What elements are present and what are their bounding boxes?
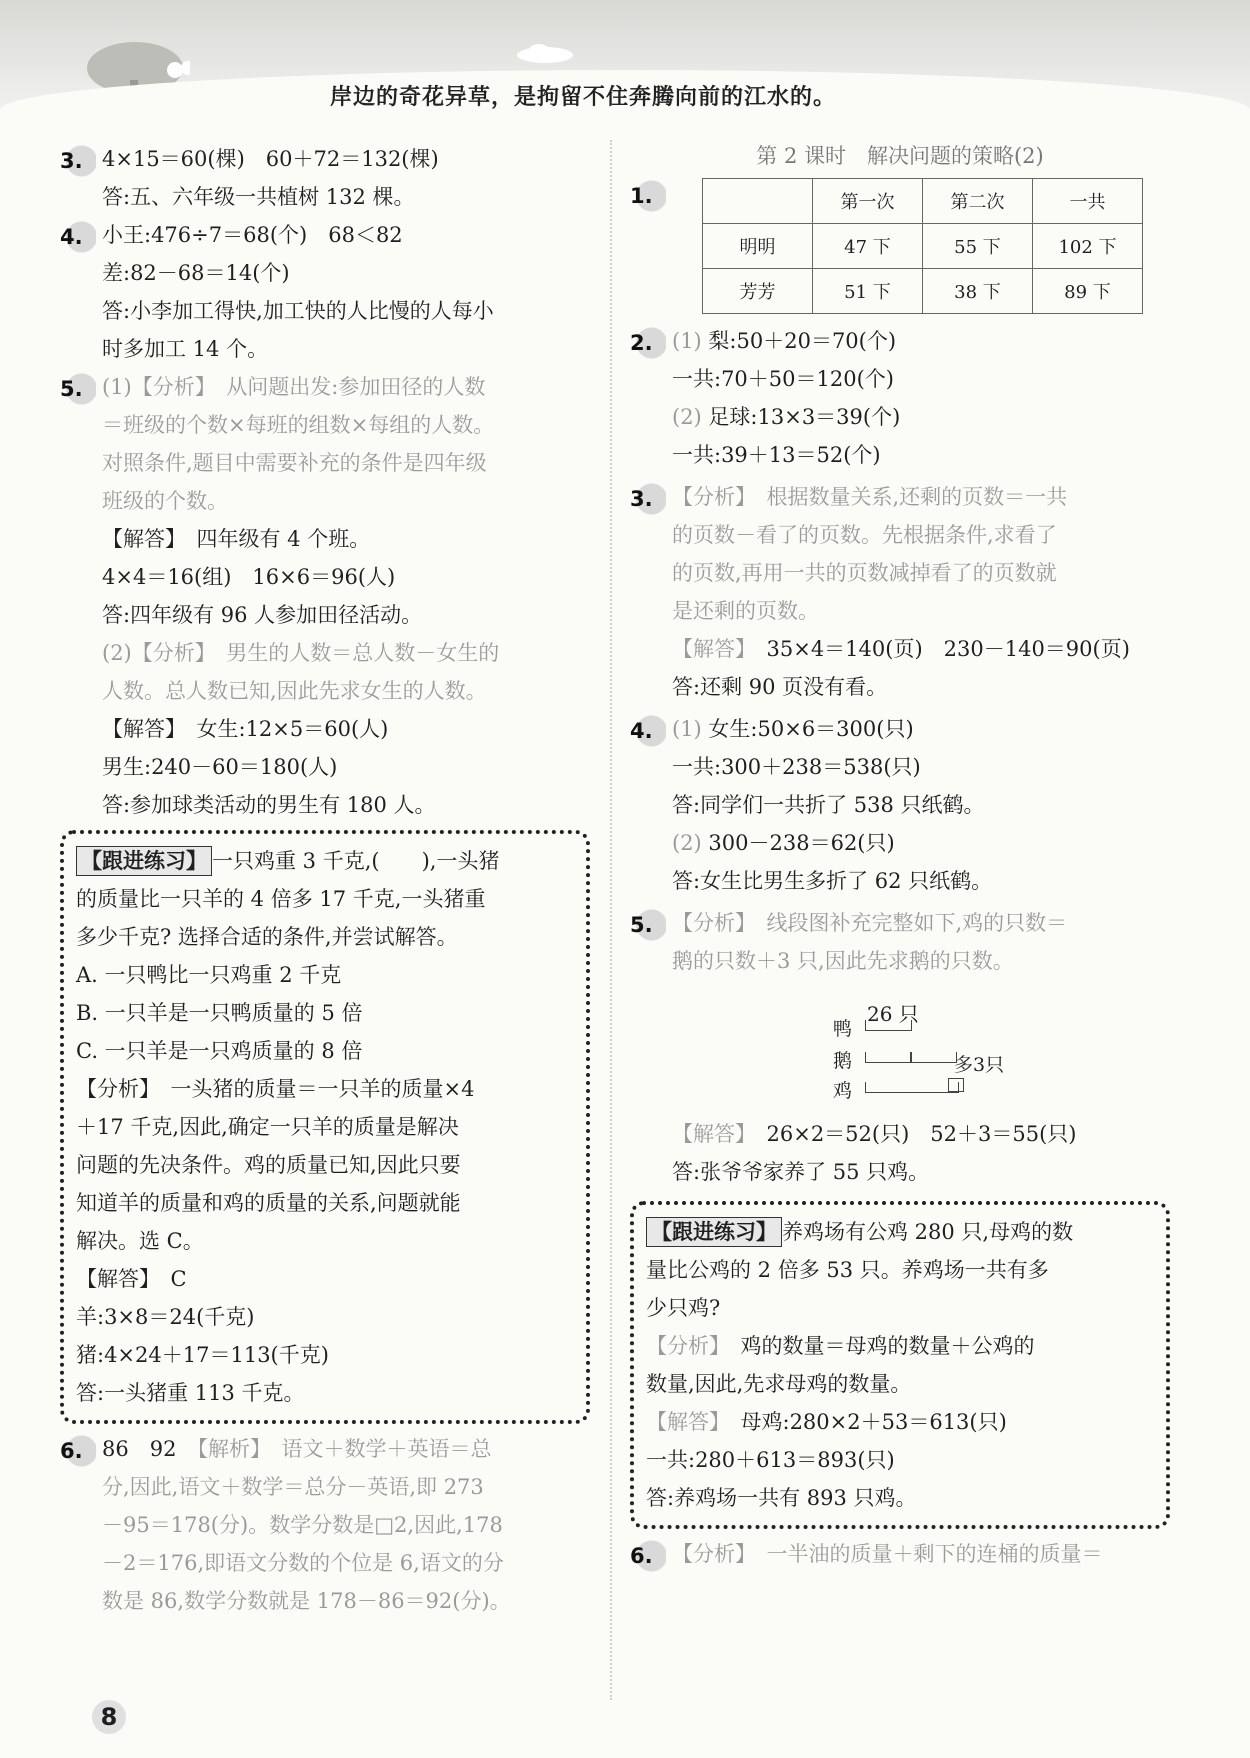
analysis-line: ＋17 千克,因此,确定一只羊的质量是解决 bbox=[76, 1115, 459, 1139]
practice-box bbox=[60, 830, 590, 1424]
question-number: 6. bbox=[630, 1540, 666, 1572]
analysis-line: －95＝178(分)。数学分数是□2,因此,178 bbox=[102, 1513, 503, 1537]
analysis-line: 解决。选 C。 bbox=[76, 1229, 204, 1253]
practice-tag: 【跟进练习】 bbox=[76, 846, 212, 876]
answer-line: 【解答】 四年级有 4 个班。 bbox=[102, 527, 371, 551]
answer-tag: 【解答】 bbox=[672, 637, 746, 661]
answer-line: 答:四年级有 96 人参加田径活动。 bbox=[102, 603, 423, 627]
analysis-line: 人数。总人数已知,因此先求女生的人数。 bbox=[102, 679, 487, 703]
analysis-tag: 【分析】 bbox=[646, 1334, 720, 1358]
answer-line: 答:五、六年级一共植树 132 棵。 bbox=[102, 185, 415, 209]
question-number: 5. bbox=[60, 373, 96, 405]
diagram-top-label: 26 只 bbox=[867, 1002, 919, 1026]
question-number: 1. bbox=[630, 180, 666, 212]
page-number: 8 bbox=[92, 1700, 126, 1734]
answer-line: 足球:13×3＝39(个) bbox=[701, 405, 901, 429]
duck-segment bbox=[865, 1020, 912, 1031]
analysis-line: 【解析】 语文＋数学＋英语＝总 bbox=[197, 1437, 492, 1461]
answer-line: 一共:300＋238＝538(只) bbox=[672, 755, 921, 779]
analysis-line: －2＝176,即语文分数的个位是 6,语文的分 bbox=[102, 1551, 504, 1575]
chicken-segment bbox=[865, 1082, 959, 1093]
answer-line: 【解答】 女生:12×5＝60(人) bbox=[102, 717, 389, 741]
answer-line: 男生:240－60＝180(人) bbox=[102, 755, 338, 779]
answer-tag: 【解答】 bbox=[646, 1410, 720, 1434]
part-label: (2) bbox=[672, 831, 702, 855]
table-cell: 38 下 bbox=[923, 269, 1033, 314]
option-a: A. 一只鸭比一只鸡重 2 千克 bbox=[76, 963, 342, 987]
answer-line: 35×4＝140(页) 230－140＝90(页) bbox=[745, 637, 1130, 661]
table-cell: 明明 bbox=[703, 224, 813, 269]
analysis-line: 对照条件,题目中需要补充的条件是四年级 bbox=[102, 451, 487, 475]
answer-line: 母鸡:280×2＋53＝613(只) bbox=[719, 1410, 1007, 1434]
part-label: (2) bbox=[672, 405, 702, 429]
analysis-line: 数量,因此,先求母鸡的数量。 bbox=[646, 1372, 912, 1396]
answer-line: 一共:70＋50＝120(个) bbox=[672, 367, 894, 391]
question-number: 3. bbox=[630, 483, 666, 515]
answer-values: 86 92 bbox=[102, 1437, 198, 1461]
count-table bbox=[702, 178, 1143, 314]
answer-line: 一共:39＋13＝52(个) bbox=[672, 443, 881, 467]
table-header: 一共 bbox=[1033, 179, 1143, 224]
table-header: 第二次 bbox=[923, 179, 1033, 224]
analysis-line: 知道羊的质量和鸡的质量的关系,问题就能 bbox=[76, 1191, 461, 1215]
question-number: 2. bbox=[630, 327, 666, 359]
goose-segment bbox=[910, 1052, 957, 1063]
answer-line: 答:参加球类活动的男生有 180 人。 bbox=[102, 793, 436, 817]
analysis-line: 【分析】 线段图补充完整如下,鸡的只数＝ bbox=[672, 911, 1068, 935]
left-column bbox=[60, 140, 590, 1620]
table-row bbox=[703, 224, 1143, 269]
analysis-line: 分,因此,语文＋数学＝总分－英语,即 273 bbox=[102, 1475, 484, 1499]
analysis-line: 班级的个数。 bbox=[102, 489, 228, 513]
practice-line: 养鸡场有公鸡 280 只,母鸡的数 bbox=[782, 1220, 1074, 1244]
analysis-line: 问题的先决条件。鸡的质量已知,因此只要 bbox=[76, 1153, 461, 1177]
answer-line: 4×4＝16(组) 16×6＝96(人) bbox=[102, 565, 396, 589]
question-number: 5. bbox=[630, 909, 666, 941]
analysis-line: 鸡的数量＝母鸡的数量＋公鸡的 bbox=[719, 1334, 1035, 1358]
practice-box bbox=[630, 1201, 1170, 1529]
table-header: 第一次 bbox=[813, 179, 923, 224]
practice-line: 量比公鸡的 2 倍多 53 只。养鸡场一共有多 bbox=[646, 1258, 1049, 1282]
table-row bbox=[703, 269, 1143, 314]
practice-line: 少只鸡? bbox=[646, 1296, 721, 1320]
question-number: 6. bbox=[60, 1435, 96, 1467]
analysis-line: 的页数,再用一共的页数减掉看了的页数就 bbox=[672, 561, 1057, 585]
analysis-line: 的页数－看了的页数。先根据条件,求看了 bbox=[672, 523, 1057, 547]
answer-line: 差:82－68＝14(个) bbox=[102, 261, 290, 285]
header-slogan: 岸边的奇花异草，是拘留不住奔腾向前的江水的。 bbox=[330, 84, 837, 110]
answer-line: 梨:50＋20＝70(个) bbox=[701, 329, 897, 353]
table-cell: 89 下 bbox=[1033, 269, 1143, 314]
page-header bbox=[0, 0, 1250, 125]
practice-tag: 【跟进练习】 bbox=[646, 1217, 782, 1247]
answer-line: 答:小李加工得快,加工快的人比慢的人每小 bbox=[102, 299, 494, 323]
answer-line: 答:还剩 90 页没有看。 bbox=[672, 675, 888, 699]
answer-line: 300－238＝62(只) bbox=[701, 831, 895, 855]
part-label: (1) bbox=[672, 329, 702, 353]
table-cell: 51 下 bbox=[813, 269, 923, 314]
analysis-line: (2)【分析】 男生的人数＝总人数－女生的 bbox=[102, 641, 500, 665]
practice-line: 多少千克? 选择合适的条件,并尝试解答。 bbox=[76, 925, 458, 949]
diagram-duck-label: 鸭 bbox=[833, 1018, 853, 1040]
extra-segment bbox=[948, 1078, 964, 1092]
table-cell: 芳芳 bbox=[703, 269, 813, 314]
part-label: (1) bbox=[672, 717, 702, 741]
analysis-line: 【分析】 一半油的质量＋剩下的连桶的质量＝ bbox=[672, 1542, 1103, 1566]
option-b: B. 一只羊是一只鸭质量的 5 倍 bbox=[76, 1001, 363, 1025]
answer-line: 答:同学们一共折了 538 只纸鹤。 bbox=[672, 793, 985, 817]
analysis-line: 是还剩的页数。 bbox=[672, 599, 819, 623]
analysis-line: 【分析】 根据数量关系,还剩的页数＝一共 bbox=[672, 485, 1068, 509]
analysis-line: 鹅的只数＋3 只,因此先求鹅的只数。 bbox=[672, 949, 1014, 973]
question-number: 3. bbox=[60, 145, 96, 177]
goose-segment bbox=[865, 1052, 912, 1063]
table-header bbox=[703, 179, 813, 224]
answer-line: 羊:3×8＝24(千克) bbox=[76, 1305, 255, 1329]
answer-line: 一共:280＋613＝893(只) bbox=[646, 1448, 895, 1472]
option-c: C. 一只羊是一只鸡质量的 8 倍 bbox=[76, 1039, 363, 1063]
answer-line: 答:一头猪重 113 千克。 bbox=[76, 1381, 305, 1405]
diagram-chicken-label: 鸡 bbox=[833, 1080, 853, 1102]
right-column bbox=[630, 140, 1170, 1573]
answer-line: 【解答】 C bbox=[76, 1267, 187, 1291]
practice-line: 的质量比一只羊的 4 倍多 17 千克,一头猪重 bbox=[76, 887, 486, 911]
cloud-icon bbox=[515, 43, 575, 63]
answer-line: 答:张爷爷家养了 55 只鸡。 bbox=[672, 1160, 930, 1184]
diagram-goose-label: 鹅 bbox=[833, 1050, 853, 1072]
answer-tag: 【解答】 bbox=[672, 1122, 746, 1146]
table-cell: 47 下 bbox=[813, 224, 923, 269]
analysis-line: ＝班级的个数×每班的组数×每组的人数。 bbox=[102, 413, 495, 437]
diagram-more-label: 多3只 bbox=[954, 1054, 1005, 1076]
answer-line: 女生:50×6＝300(只) bbox=[701, 717, 914, 741]
answer-line: 26×2＝52(只) 52＋3＝55(只) bbox=[745, 1122, 1077, 1146]
analysis-line: (1)【分析】 从问题出发:参加田径的人数 bbox=[102, 375, 486, 399]
line-segment-diagram bbox=[630, 990, 1170, 1105]
question-number: 4. bbox=[60, 221, 96, 253]
lesson-title: 第 2 课时 解决问题的策略(2) bbox=[756, 144, 1044, 168]
answer-line: 答:养鸡场一共有 893 只鸡。 bbox=[646, 1486, 917, 1510]
answer-line: 小王:476÷7＝68(个) 68＜82 bbox=[102, 223, 403, 247]
answer-line: 时多加工 14 个。 bbox=[102, 337, 269, 361]
question-number: 4. bbox=[630, 715, 666, 747]
table-cell: 55 下 bbox=[923, 224, 1033, 269]
column-divider bbox=[610, 140, 612, 1700]
analysis-line: 【分析】 一头猪的质量＝一只羊的质量×4 bbox=[76, 1077, 475, 1101]
table-cell: 102 下 bbox=[1033, 224, 1143, 269]
practice-line: 一只鸡重 3 千克,( ),一头猪 bbox=[212, 849, 500, 873]
answer-line: 猪:4×24＋17＝113(千克) bbox=[76, 1343, 329, 1367]
answer-line: 答:女生比男生多折了 62 只纸鹤。 bbox=[672, 869, 993, 893]
answer-line: 4×15＝60(棵) 60＋72＝132(棵) bbox=[102, 147, 439, 171]
analysis-line: 数是 86,数学分数就是 178－86＝92(分)。 bbox=[102, 1589, 511, 1613]
